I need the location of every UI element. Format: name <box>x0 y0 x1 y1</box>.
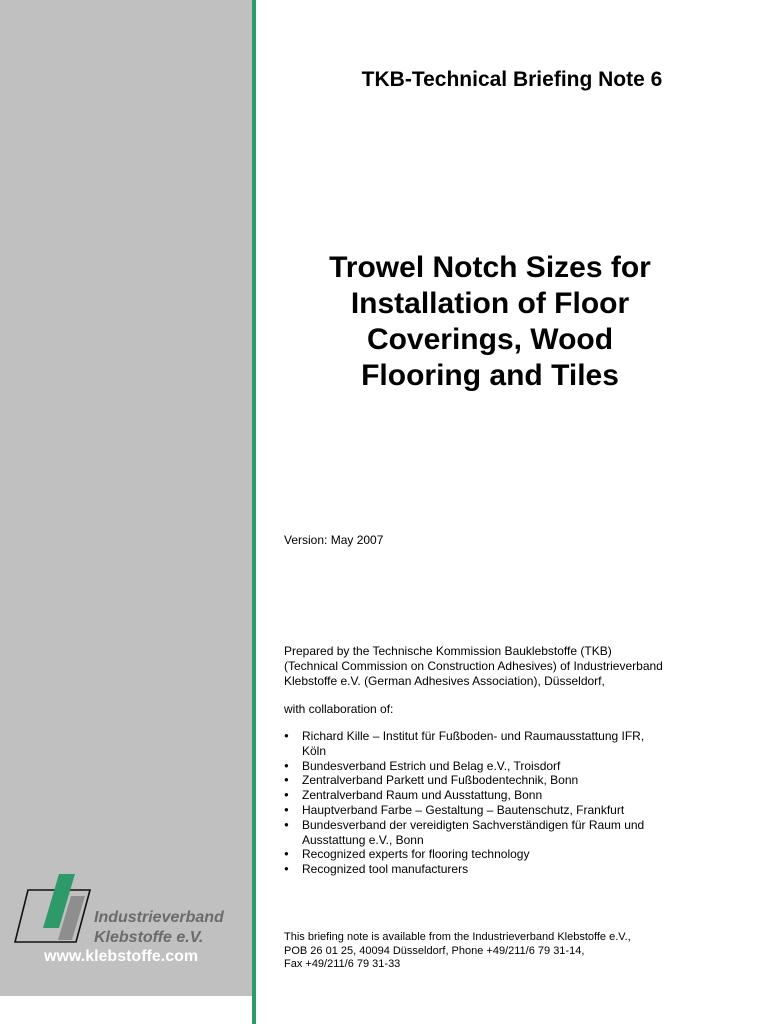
collaborator-line: ● Zentralverband Raum und Ausstattung, Bonn <box>302 788 543 803</box>
collaborator-line: Köln <box>302 743 327 758</box>
collaborator-line: ● Recognized experts for flooring technology <box>302 847 530 862</box>
logo-name <box>94 908 224 948</box>
collaborator-line: ● Zentralverband Parkett und Fußbodentechnik, Bonn <box>302 773 579 788</box>
footer-line: This briefing note is available from the Industrieverband Klebstoffe e.V., <box>284 931 631 943</box>
green-divider <box>252 0 256 1024</box>
collaborator-item <box>284 788 644 803</box>
collaborator-item <box>284 818 644 848</box>
industrieverband-logo-icon <box>14 872 94 946</box>
collaborator-line: ● Hauptverband Farbe – Gestaltung – Bautenschutz, Frankfurt <box>302 802 625 817</box>
title-line: Flooring and Tiles <box>361 359 619 392</box>
website-link[interactable]: www.klebstoffe.com <box>44 948 199 965</box>
collaborator-item <box>284 729 644 759</box>
series-title: TKB-Technical Briefing Note 6 <box>361 68 663 91</box>
collaborator-item <box>284 847 644 862</box>
footer-line: POB 26 01 25, 40094 Düsseldorf, Phone +49/211/6 79 31-14, <box>284 944 585 957</box>
collaborator-line: ● Richard Kille – Institut für Fußboden- und Raumausstattung IFR, <box>302 729 645 743</box>
collaborator-item <box>284 759 644 774</box>
title-line: Trowel Notch Sizes for <box>329 251 651 284</box>
collaborator-item <box>284 803 644 818</box>
footer-line: Fax +49/211/6 79 31-33 <box>284 958 401 970</box>
version-text: Version: May 2007 <box>284 533 384 547</box>
logo-name-line: Industrieverband <box>94 909 224 926</box>
sidebar-panel <box>0 0 252 996</box>
title-line: Installation of Floor <box>350 287 630 320</box>
prepared-by <box>284 644 663 689</box>
prepared-line: (Technical Commission on Construction Adhesives) of Industrieverband <box>284 659 663 673</box>
collaboration-label: with collaboration of: <box>284 702 394 716</box>
collaborator-line: Ausstattung e.V., Bonn <box>302 832 424 847</box>
document-title <box>290 250 690 394</box>
collaborator-line: ● Bundesverband der vereidigten Sachverständigen für Raum und <box>302 817 645 832</box>
collaborator-list <box>284 729 644 877</box>
collaborator-item <box>284 773 644 788</box>
availability-note <box>284 931 631 972</box>
collaborator-line: ● Bundesverband Estrich und Belag e.V., Troisdorf <box>302 758 561 773</box>
prepared-line: Prepared by the Technische Kommission Bauklebstoffe (TKB) <box>284 644 612 658</box>
title-line: Coverings, Wood <box>366 323 614 356</box>
collaborator-item <box>284 862 644 877</box>
logo-name-line: Klebstoffe e.V. <box>94 929 204 946</box>
prepared-line: Klebstoffe e.V. (German Adhesives Association), Düsseldorf, <box>284 674 605 688</box>
collaborator-line: ● Recognized tool manufacturers <box>302 862 469 877</box>
